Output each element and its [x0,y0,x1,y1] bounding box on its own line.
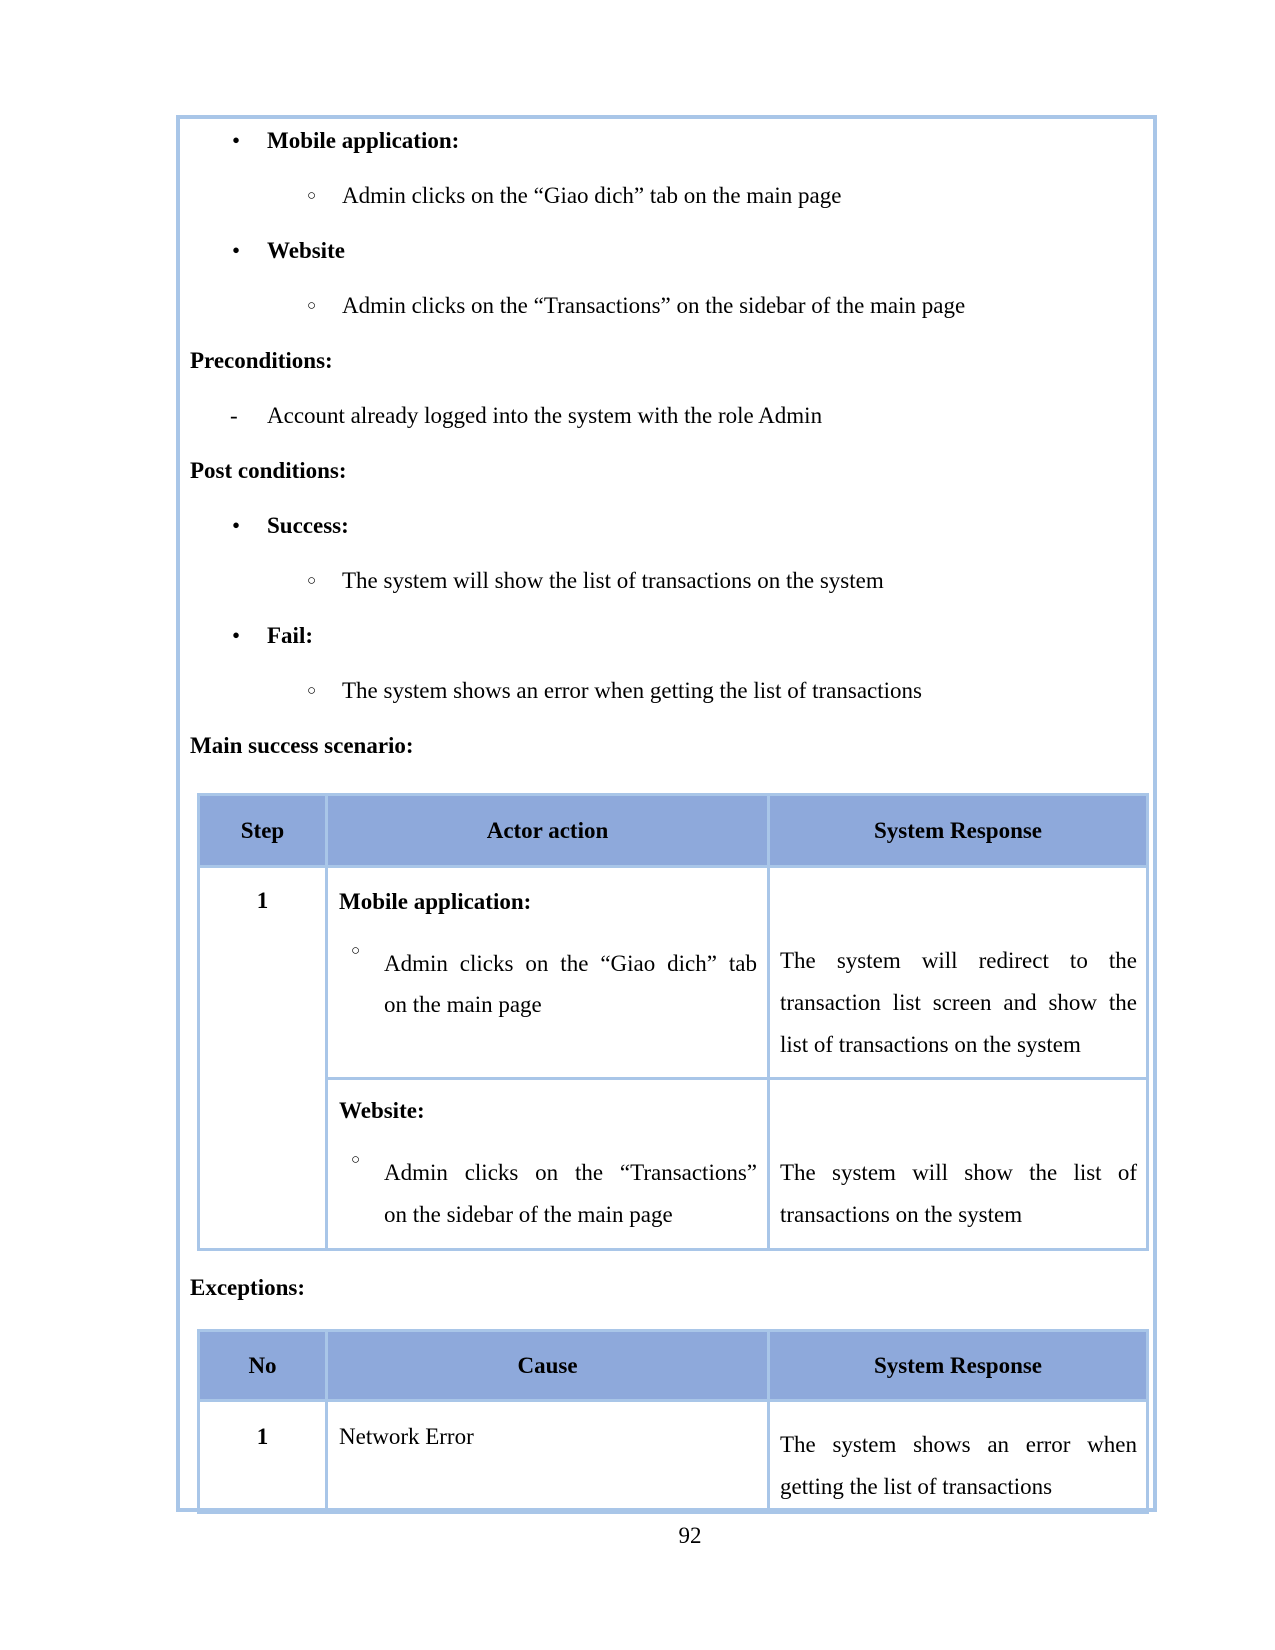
bullet-fail [176,622,1157,650]
main-scenario-table [197,793,1149,1251]
response-cell-mobile [769,867,1148,1079]
actor-cell-website [327,1079,769,1250]
response-mobile-line2: transaction list screen and show the [780,990,1137,1015]
postconditions-heading: Post conditions: [190,458,347,483]
no-column-header: No [199,1331,327,1401]
sub-bullet-success-item [176,567,1157,595]
actor-mobile-line2: on the main page [384,992,542,1017]
precondition-text: Account already logged into the system with the role Admin [267,403,823,428]
sub-bullet-transactions [176,292,1157,320]
actor-action-column-header: Actor action [327,795,769,867]
step-cell: 1 [199,867,327,1250]
circle-bullet-icon: ○ [307,683,317,699]
cause-column-header: Cause [327,1331,769,1401]
bullet-icon: • [232,623,241,648]
exceptions-table [197,1329,1149,1514]
circle-bullet-icon: ○ [351,1152,361,1168]
exceptions-heading: Exceptions: [190,1275,305,1300]
actor-mobile-line1: Admin clicks on the “Giao dich” tab [384,951,757,976]
circle-bullet-icon: ○ [307,188,317,204]
sub-bullet-fail-item [176,677,1157,705]
bullet-icon: • [232,238,241,263]
transactions-item: Admin clicks on the “Transactions” on the sidebar of the main page [342,293,966,318]
page-content [176,119,1157,1514]
circle-bullet-icon: ○ [351,943,361,959]
exceptions-response-column-header: System Response [769,1331,1148,1401]
response-website-line2: transactions on the system [780,1202,1023,1227]
success-item-text: The system will show the list of transactions on the system [342,568,884,593]
actor-mobile-title: Mobile application: [339,889,532,914]
fail-item-text: The system shows an error when getting the list of transactions [342,678,922,703]
actor-website-bullet [339,1152,757,1236]
response-website-line1: The system will show the list of [780,1160,1137,1185]
actor-website-line2: on the sidebar of the main page [384,1202,673,1227]
response-cell-website [769,1079,1148,1250]
exception-cause-cell: Network Error [327,1401,769,1513]
exceptions-header-row [199,1331,1148,1401]
table-header-row [199,795,1148,867]
circle-bullet-icon: ○ [307,298,317,314]
system-response-column-header: System Response [769,795,1148,867]
actor-website-line1: Admin clicks on the “Transactions” [384,1160,757,1185]
website-label: Website [267,238,345,263]
giao-dich-item: Admin clicks on the “Giao dich” tab on the main page [342,183,842,208]
success-label: Success: [267,513,349,538]
main-scenario-heading: Main success scenario: [190,733,414,758]
bullet-website [176,237,1157,265]
sub-bullet-giao-dich [176,182,1157,210]
preconditions-heading: Preconditions: [190,348,333,373]
actor-mobile-text [384,943,757,1025]
page-number: 92 [678,1523,702,1548]
mobile-application-label: Mobile application: [267,128,460,153]
fail-label: Fail: [267,623,313,648]
response-mobile-line3: list of transactions on the system [780,1032,1081,1057]
actor-cell-mobile [327,867,769,1079]
bullet-icon: • [232,513,241,538]
table-row-mobile [199,867,1148,1079]
precondition-item [176,402,1157,430]
exception-response-line2: getting the list of transactions [780,1474,1053,1499]
actor-mobile-bullet [339,943,757,1025]
exception-response-line1: The system shows an error when [780,1432,1137,1457]
circle-bullet-icon: ○ [307,573,317,589]
response-mobile-line1: The system will redirect to the [780,948,1137,973]
exception-response-cell [769,1401,1148,1513]
actor-website-text [384,1152,757,1236]
table-row-website [199,1079,1148,1250]
bullet-icon: • [232,128,241,153]
step-column-header: Step [199,795,327,867]
dash-icon: - [230,403,238,428]
actor-website-title: Website: [339,1098,425,1123]
bullet-mobile-application [176,127,1157,155]
exception-row [199,1401,1148,1513]
exception-no-cell: 1 [199,1401,327,1513]
bullet-success [176,512,1157,540]
